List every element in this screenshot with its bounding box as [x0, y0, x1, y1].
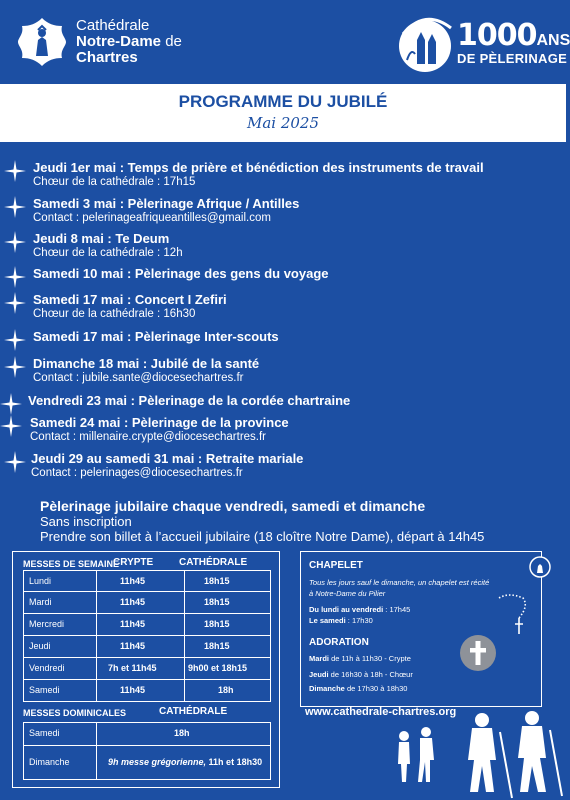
adoration-tuesday: [309, 654, 411, 663]
event-detail: Chœur de la cathédrale : 16h30: [33, 308, 196, 320]
sparkle-icon: [4, 266, 26, 288]
jubilee-pilgrimage: [40, 498, 484, 544]
week-masses-label: MESSES DE SEMAINE: [23, 559, 120, 569]
sparkle-icon: [0, 415, 22, 437]
sunday-label: Dimanche: [309, 684, 345, 693]
event-title: Jeudi 8 mai : Te Deum: [33, 231, 170, 246]
crypte-time: 11h45: [120, 641, 146, 651]
sunday-cathedrale-header: CATHÉDRALE: [159, 706, 228, 717]
table-row: [23, 570, 271, 592]
event-detail: Contact : pelerinages@diocesechartres.fr: [31, 467, 243, 479]
day-cell: Mercredi: [29, 619, 65, 629]
crypte-header: CRYPTE: [113, 557, 154, 568]
table-row: [23, 592, 271, 614]
sunday-time-rest: 11h et 18h30: [206, 757, 263, 767]
adoration-title: ADORATION: [309, 637, 369, 648]
header: [0, 0, 570, 84]
event-title: Samedi 3 mai : Pèlerinage Afrique / Antilles: [33, 196, 300, 211]
weekday-time: : 17h45: [383, 605, 411, 614]
jubilee-line-2: Prendre son billet à l’accueil jubilaire (18 cloître Notre Dame), départ à 14h45: [40, 529, 485, 544]
name-line-3: Chartres: [76, 49, 138, 66]
cathedrale-time: 18h: [218, 685, 234, 695]
table-row: [23, 614, 271, 636]
chapelet-box: [300, 551, 542, 707]
event-title: Samedi 24 mai : Pèlerinage de la province: [30, 415, 289, 430]
sparkle-icon: [4, 292, 26, 314]
sparkle-icon: [4, 329, 26, 351]
sunday-masses-label: MESSES DOMINICALES: [23, 708, 127, 718]
day-cell: Samedi: [29, 685, 60, 695]
cross-icon: [459, 634, 497, 672]
day-cell: Jeudi: [29, 641, 51, 651]
crypte-time: 7h et 11h45: [108, 663, 157, 673]
thousand-ans: ANS: [536, 32, 570, 49]
jubilee-line-1: Sans inscription: [40, 514, 132, 529]
pilgrimage-emblem-icon: [395, 14, 455, 74]
thursday-time: de 16h30 à 18h - Chœur: [328, 670, 413, 679]
chapelet-saturday: [309, 616, 373, 625]
day-cell: Lundi: [29, 576, 52, 586]
name-line-2b: de: [165, 33, 182, 50]
table-row: [23, 722, 271, 746]
saturday-label: Le samedi: [309, 616, 346, 625]
cathedral-small-logo-icon: [529, 556, 551, 578]
chapelet-title: CHAPELET: [309, 560, 363, 571]
event-detail: Chœur de la cathédrale : 17h15: [33, 176, 196, 188]
thursday-label: Jeudi: [309, 670, 329, 679]
day-cell: Mardi: [29, 597, 52, 607]
table-row: [23, 636, 271, 658]
page-title: PROGRAMME DU JUBILÉ: [178, 92, 388, 111]
event-title: Samedi 17 mai : Pèlerinage Inter-scouts: [33, 329, 279, 344]
table-row: [23, 658, 271, 680]
name-line-2: Notre-Dame: [76, 33, 162, 50]
sunday-time: [108, 757, 262, 767]
table-row: [23, 746, 271, 780]
name-line-1: Cathédrale: [76, 17, 150, 34]
sparkle-icon: [4, 231, 26, 253]
event-title: Dimanche 18 mai : Jubilé de la santé: [33, 356, 260, 371]
thousand-number: 1000: [457, 18, 537, 53]
crypte-time: 11h45: [120, 619, 146, 629]
sparkle-icon: [4, 196, 26, 218]
sparkle-icon: [4, 160, 26, 182]
event-detail: Chœur de la cathédrale : 12h: [33, 247, 183, 259]
month-subtitle: Mai 2025: [246, 114, 320, 132]
cathedrale-time: 18h15: [204, 619, 230, 629]
tuesday-label: Mardi: [309, 654, 330, 663]
thousand-pelerinage: DE PÈLERINAGE: [457, 51, 568, 66]
weekday-label: Du lundi au vendredi: [309, 605, 384, 614]
sunday-time: 18h: [174, 728, 190, 738]
event-detail: Contact : jubile.sante@diocesechartres.fr: [33, 372, 244, 384]
thousand-years-logo: [457, 18, 570, 66]
event-title: Jeudi 1er mai : Temps de prière et bénédiction des instruments de travail: [33, 160, 484, 175]
cathedrale-header: CATHÉDRALE: [179, 557, 248, 568]
sparkle-icon: [0, 393, 22, 415]
saturday-time: : 17h30: [345, 616, 373, 625]
sunday-time: de 17h30 à 18h30: [344, 684, 408, 693]
chapelet-weekday: [309, 605, 410, 614]
adoration-thursday: [309, 670, 413, 679]
sparkle-icon: [4, 356, 26, 378]
cathedrale-time: 18h15: [204, 641, 230, 651]
event-title: Vendredi 23 mai : Pèlerinage de la cordée chartraine: [28, 393, 351, 408]
cathedrale-time: 9h00 et 18h15: [188, 663, 248, 673]
crypte-time: 11h45: [120, 597, 146, 607]
day-cell: Vendredi: [29, 663, 65, 673]
cathedral-name: [76, 18, 182, 66]
title-band: [0, 84, 566, 142]
gregorian-mass-text: 9h messe grégorienne,: [108, 757, 207, 767]
sparkle-icon: [4, 451, 26, 473]
adoration-sunday: [309, 684, 407, 693]
day-cell: Dimanche: [29, 757, 70, 767]
crypte-time: 11h45: [120, 576, 146, 586]
website-link[interactable]: www.cathedrale-chartres.org: [305, 706, 457, 718]
event-title: Samedi 10 mai : Pèlerinage des gens du voyage: [33, 266, 329, 281]
event-title: Jeudi 29 au samedi 31 mai : Retraite mariale: [31, 451, 304, 466]
crypte-time: 11h45: [120, 685, 146, 695]
cathedral-logo-icon: [16, 16, 68, 68]
tuesday-time: de 11h à 11h30 - Crypte: [329, 654, 411, 663]
chapelet-desc-1: Tous les jours sauf le dimanche, un chapelet est récité: [309, 578, 490, 587]
event-title: Samedi 17 mai : Concert I Zefiri: [33, 292, 227, 307]
table-row: [23, 680, 271, 702]
cathedrale-time: 18h15: [204, 576, 230, 586]
rosary-icon: [497, 590, 531, 638]
pilgrims-silhouette-icon: [382, 712, 566, 800]
event-detail: Contact : millenaire.crypte@diocesechartres.fr: [30, 431, 267, 443]
jubilee-title: Pèlerinage jubilaire chaque vendredi, samedi et dimanche: [40, 498, 426, 514]
event-detail: Contact : pelerinageafriqueantilles@gmail.com: [33, 212, 271, 224]
cathedrale-time: 18h15: [204, 597, 230, 607]
chapelet-desc-2: à Notre-Dame du Pilier: [309, 589, 386, 598]
mass-schedule-table: [12, 551, 280, 788]
day-cell: Samedi: [29, 728, 60, 738]
